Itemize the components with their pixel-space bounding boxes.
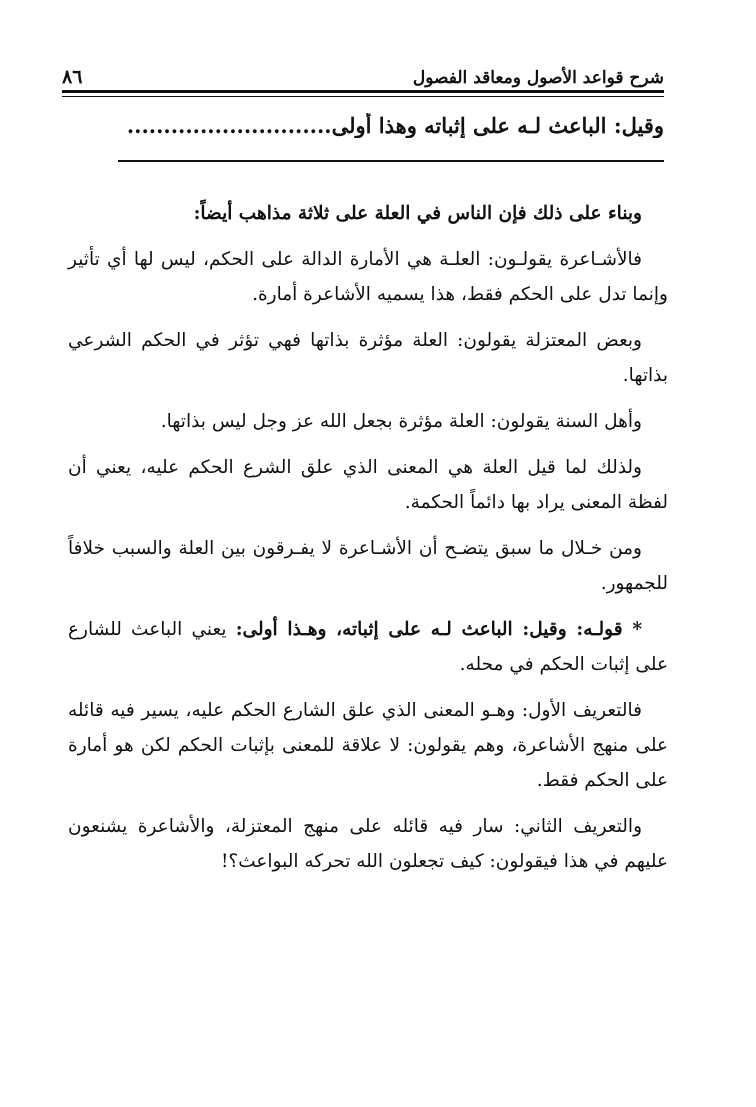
paragraph-text: والتعريف الثاني: سار فيه قائله على منهج المعتزلة، والأشاعرة يشنعون عليهم في هذا فيقولون: كيف تجعلون الله تحركه البواعث؟! xyxy=(68,816,668,872)
matn-quote xyxy=(62,113,664,138)
matn-quote-text: وقيل: الباعث لـه على إثباته وهذا أولى. xyxy=(324,113,664,138)
paragraph xyxy=(68,612,668,682)
commentary-body xyxy=(68,196,668,890)
paragraph-text: يعني الباعث للشارع على إثبات الحكم في محله. xyxy=(68,619,668,675)
paragraph xyxy=(68,450,668,520)
page-number: ٨٦ xyxy=(62,66,83,88)
paragraph-text: ولذلك لما قيل العلة هي المعنى الذي علق الشرع الحكم عليه، يعني أن لفظة المعنى يراد بها دائماً الحكمة. xyxy=(68,457,668,513)
matn-quote-dots: ........................... xyxy=(126,113,325,138)
paragraph-lead: * قولـه: وقيل: الباعث لـه على إثباته، وهـذا أولى: xyxy=(235,619,643,640)
header-rule-thin xyxy=(62,96,664,97)
paragraph xyxy=(68,531,668,601)
matn-rule xyxy=(118,160,664,162)
paragraph xyxy=(68,242,668,312)
paragraph-text: وبناء على ذلك فإن الناس في العلة على ثلاثة مذاهب أيضاً: xyxy=(193,203,642,224)
paragraph xyxy=(68,809,668,879)
paragraph xyxy=(68,196,668,231)
header-rule-thick xyxy=(62,90,664,93)
paragraph-text: فالتعريف الأول: وهـو المعنى الذي علق الشارع الحكم عليه، يسير فيه قائله على منهج الأشاعرة، وهم يقولون: لا علاقة للمعنى بإثبات الحكم لكن هو أمارة على الحكم فقط. xyxy=(68,700,668,791)
paragraph xyxy=(68,323,668,393)
paragraph-text: فالأشـاعرة يقولـون: العلـة هي الأمارة الدالة على الحكم، ليس لها أي تأثير وإنما تدل على الحكم فقط، هذا يسميه الأشاعرة أمارة. xyxy=(68,249,668,305)
book-title: شرح قواعد الأصول ومعاقد الفصول xyxy=(412,68,664,88)
paragraph-text: ومن خـلال ما سبق يتضـح أن الأشـاعرة لا يفـرقون بين العلة والسبب خلافاً للجمهور. xyxy=(68,538,668,594)
paragraph xyxy=(68,693,668,798)
paragraph-text: وبعض المعتزلة يقولون: العلة مؤثرة بذاتها فهي تؤثر في الحكم الشرعي بذاتها. xyxy=(68,330,668,386)
paragraph xyxy=(68,404,668,439)
page-header xyxy=(62,52,664,88)
paragraph-text: وأهل السنة يقولون: العلة مؤثرة بجعل الله عز وجل ليس بذاتها. xyxy=(160,411,642,432)
